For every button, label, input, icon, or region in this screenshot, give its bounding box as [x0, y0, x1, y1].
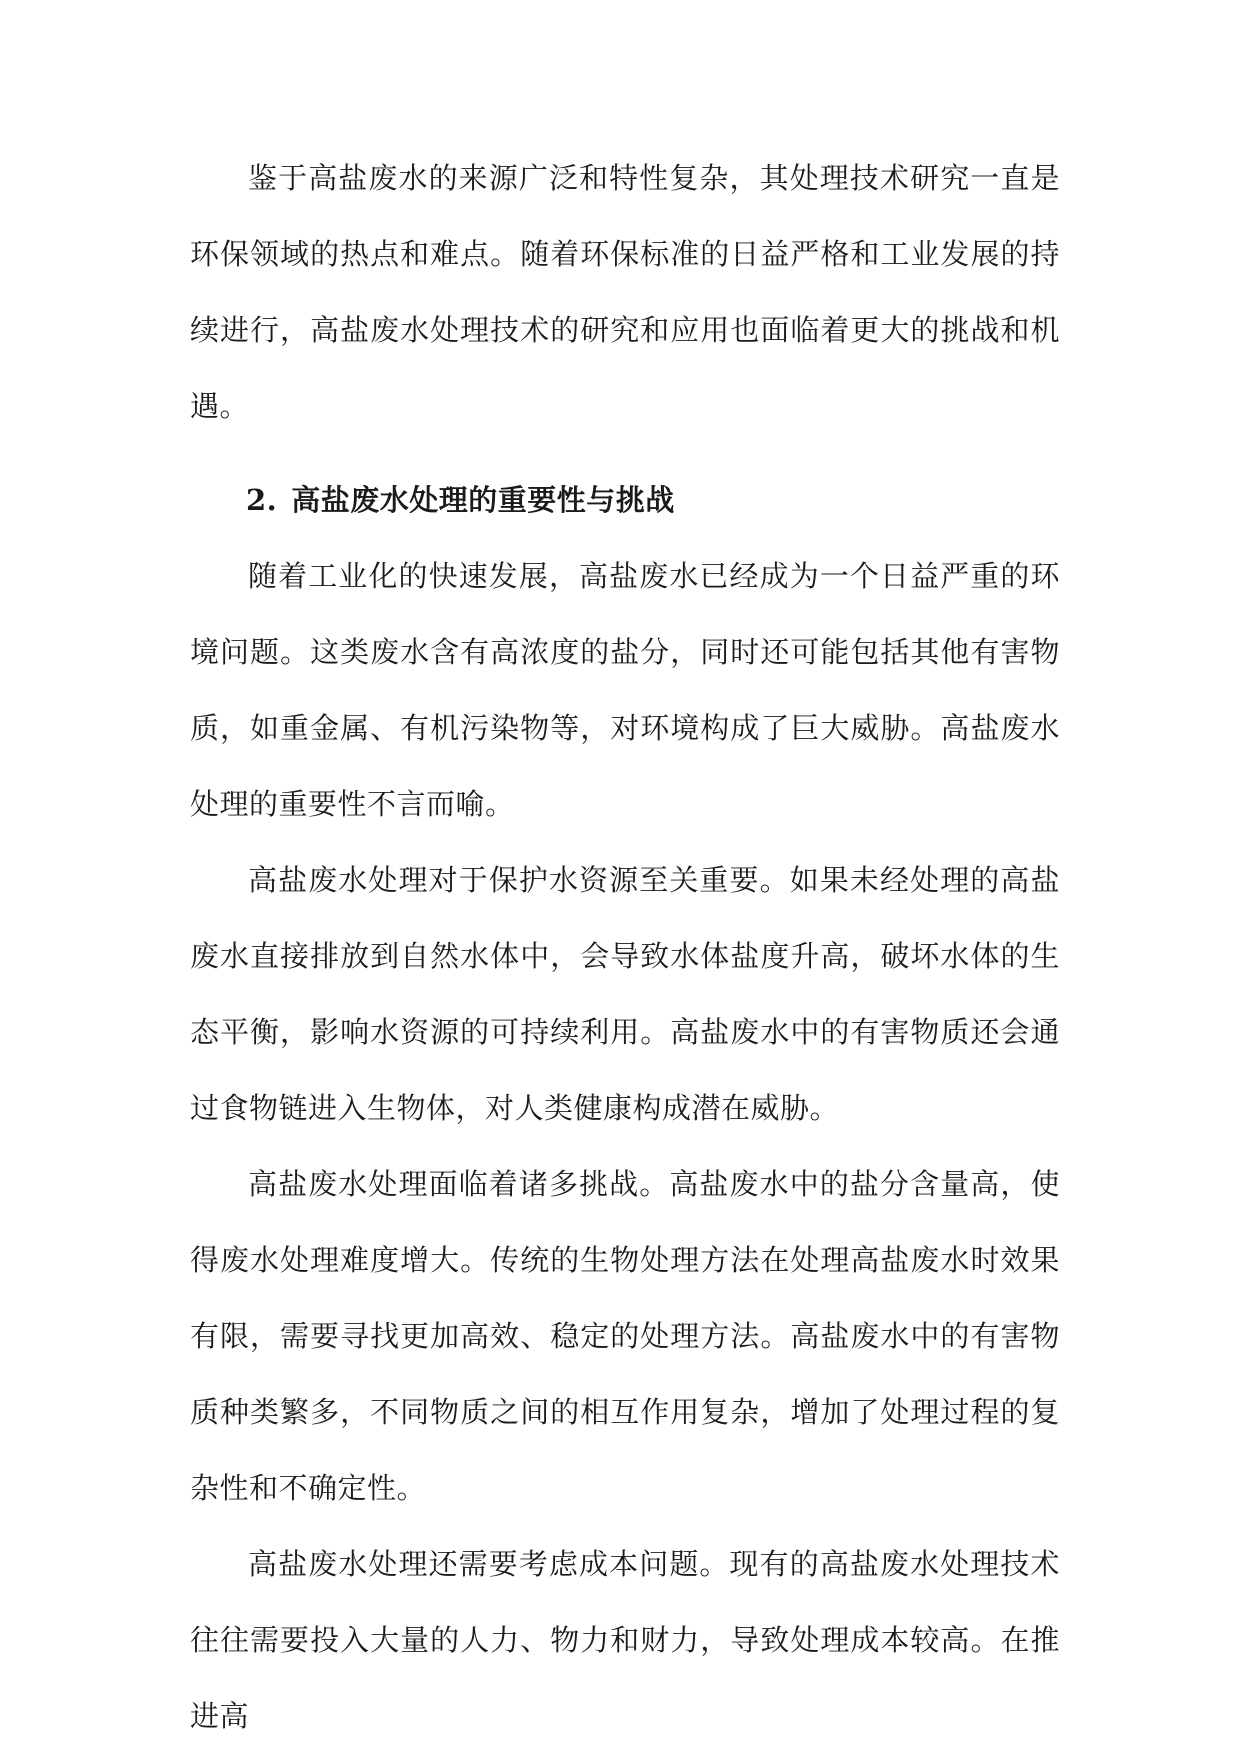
paragraph-challenges: 高盐废水处理面临着诸多挑战。高盐废水中的盐分含量高，使得废水处理难度增大。传统的生物处理方法在处理高盐废水时效果有限，需要寻找更加高效、稳定的处理方法。高盐废水中的有害物质种类繁多，不同物质之间的相互作用复杂，增加了处理过程的复杂性和不确定性。 — [190, 1167, 1060, 1505]
document-page — [190, 140, 1060, 1754]
section-heading — [190, 462, 1060, 538]
paragraph-intro: 鉴于高盐废水的来源广泛和特性复杂，其处理技术研究一直是环保领域的热点和难点。随着环保标准的日益严格和工业发展的持续进行，高盐废水处理技术的研究和应用也面临着更大的挑战和机遇。 — [190, 161, 1060, 423]
paragraph-background: 随着工业化的快速发展，高盐废水已经成为一个日益严重的环境问题。这类废水含有高浓度的盐分，同时还可能包括其他有害物质，如重金属、有机污染物等，对环境构成了巨大威胁。高盐废水处理的重要性不言而喻。 — [190, 559, 1060, 821]
paragraph-cost: 高盐废水处理还需要考虑成本问题。现有的高盐废水处理技术往往需要投入大量的人力、物力和财力，导致处理成本较高。在推进高 — [190, 1547, 1060, 1733]
section-number: 2. — [246, 483, 278, 517]
section-title: 高盐废水处理的重要性与挑战 — [291, 483, 675, 517]
paragraph-importance: 高盐废水处理对于保护水资源至关重要。如果未经处理的高盐废水直接排放到自然水体中，会导致水体盐度升高，破坏水体的生态平衡，影响水资源的可持续利用。高盐废水中的有害物质还会通过食物链进入生物体，对人类健康构成潜在威胁。 — [190, 863, 1060, 1125]
